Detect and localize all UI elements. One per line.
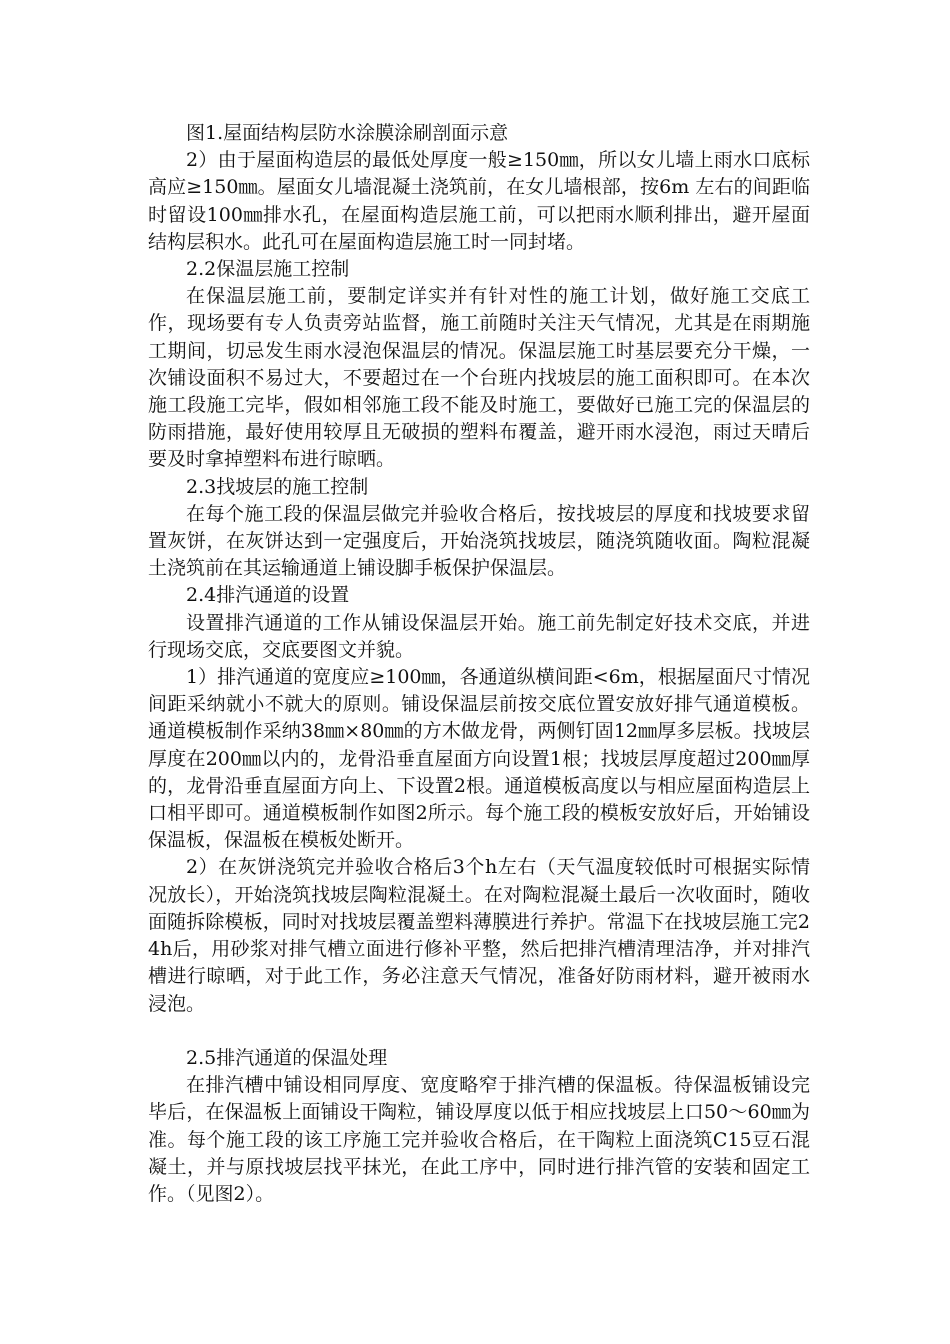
section-heading-2-2: 2.2保温层施工控制 — [186, 258, 350, 281]
section-heading-2-4: 2.4排汽通道的设置 — [186, 584, 350, 607]
section-heading-2-5: 2.5排汽通道的保温处理 — [186, 1046, 388, 1069]
paragraph-slope-layer: 在每个施工段的保温层做完并验收合格后，按找坡层的厚度和找坡要求留置灰饼，在灰饼达到一定强度后，开始浇筑找坡层，随浇筑随收面。陶粒混凝土浇筑前在其运输通道上铺设脚手板保护保温层。 — [148, 502, 810, 580]
blank-line — [148, 1018, 810, 1045]
document-body — [148, 120, 810, 1208]
figure-caption: 图1.屋面结构层防水涂膜涂刷剖面示意 — [186, 122, 509, 144]
paragraph-vent-insulation: 在排汽槽中铺设相同厚度、宽度略窄于排汽槽的保温板。待保温板铺设完毕后，在保温板上面铺设干陶粒，铺设厚度以低于相应找坡层上口50～60㎜为准。每个施工段的该工序施工完并验收合格后，在干陶粒上面浇筑C15豆石混凝土，并与原找坡层找平抹光，在此工序中，同时进行排汽管的安装和固定工作。（见图2）。 — [148, 1074, 810, 1205]
paragraph-vent-width: 1）排汽通道的宽度应≥100㎜，各通道纵横间距<6m，根据屋面尺寸情况间距采纳就小不就大的原则。铺设保温层前按交底位置安放好排气通道模板。通道模板制作采纳38㎜×80㎜的方木做龙骨，两侧钉固12㎜厚多层板。找坡层厚度在200㎜以内的，龙骨沿垂直屋面方向设置1根；找坡层厚度超过200㎜厚的，龙骨沿垂直屋面方向上、下设置2根。通道模板高度以与相应屋面构造层上口相平即可。通道模板制作如图2所示。每个施工段的模板安放好后，开始铺设保温板，保温板在模板处断开。 — [148, 666, 810, 852]
paragraph-rain-outlet: 2）由于屋面构造层的最低处厚度一般≥150㎜，所以女儿墙上雨水口底标高应≥150㎜。屋面女儿墙混凝土浇筑前，在女儿墙根部，按6m 左右的间距临时留设100㎜排水孔，在屋面构造层施工前，可以把雨水顺利排出，避开屋面结构层积水。此孔可在屋面构造层施工时一同封堵。 — [148, 149, 810, 253]
paragraph-vent-pouring: 2）在灰饼浇筑完并验收合格后3个h左右（天气温度较低时可根据实际情况放长），开始浇筑找坡层陶粒混凝土。在对陶粒混凝土最后一次收面时，随收面随拆除模板，同时对找坡层覆盖塑料薄膜进行养护。常温下在找坡层施工完24h后，用砂浆对排气槽立面进行修补平整，然后把排汽槽清理洁净，并对排汽槽进行晾晒，对于此工作，务必注意天气情况，准备好防雨材料，避开被雨水浸泡。 — [148, 856, 810, 1015]
paragraph-vent-intro: 设置排汽通道的工作从铺设保温层开始。施工前先制定好技术交底，并进行现场交底，交底要图文并貌。 — [148, 611, 810, 661]
section-heading-2-3: 2.3找坡层的施工控制 — [186, 475, 369, 498]
paragraph-insulation-layer: 在保温层施工前，要制定详实并有针对性的施工计划，做好施工交底工作，现场要有专人负责旁站监督，施工前随时关注天气情况，尤其是在雨期施工期间，切忌发生雨水浸泡保温层的情况。保温层施工时基层要充分干燥，一次铺设面积不易过大，不要超过在一个台班内找坡层的施工面积即可。在本次施工段施工完毕，假如相邻施工段不能及时施工，要做好已施工完的保温层的防雨措施，最好使用较厚且无破损的塑料布覆盖，避开雨水浸泡，雨过天晴后要及时拿掉塑料布进行晾晒。 — [148, 285, 810, 471]
